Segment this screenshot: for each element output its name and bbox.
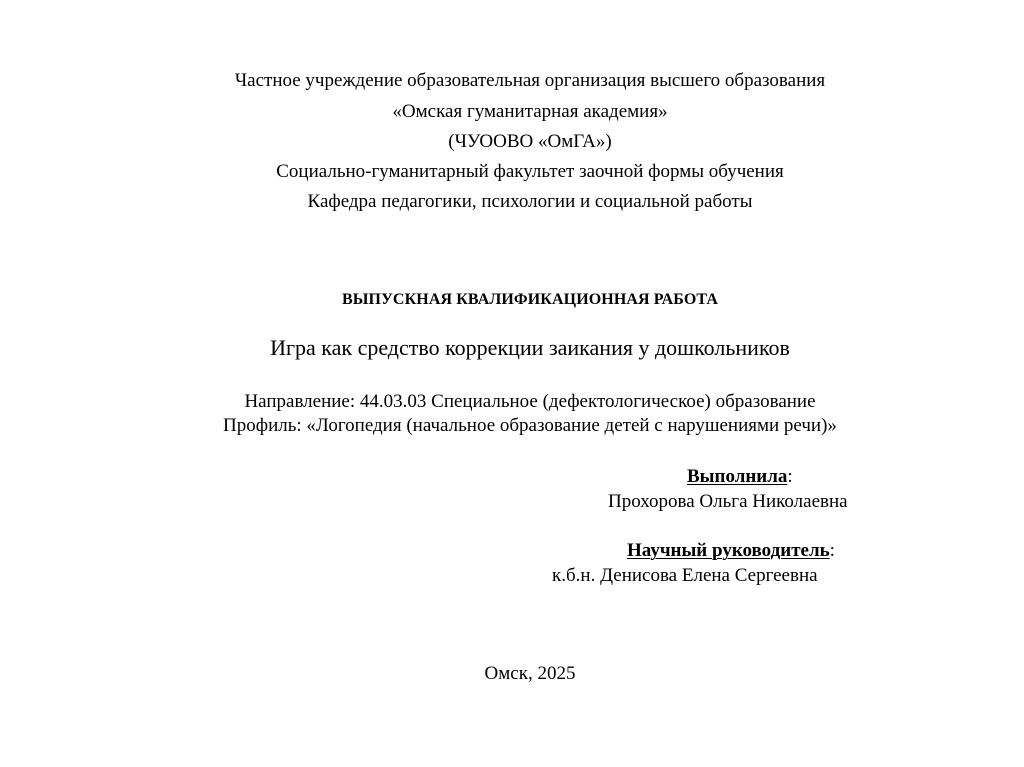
supervisor-name: к.б.н. Денисова Елена Сергеевна xyxy=(552,565,818,586)
supervisor-label-line xyxy=(627,539,835,563)
profile-line: Профиль: «Логопедия (начальное образование детей с нарушениями речи)» xyxy=(223,415,837,436)
faculty-name: Социально-гуманитарный факультет заочной формы обучения xyxy=(276,161,784,182)
academy-abbreviation: (ЧУООВО «ОмГА») xyxy=(448,131,612,152)
direction-line: Направление: 44.03.03 Специальное (дефектологическое) образование xyxy=(244,391,816,412)
work-type-heading: ВЫПУСКНАЯ КВАЛИФИКАЦИОННАЯ РАБОТА xyxy=(341,291,719,308)
supervisor-label: Научный руководитель xyxy=(627,540,830,561)
author-label: Выполнила xyxy=(687,466,788,487)
supervisor-label-colon: : xyxy=(829,540,835,561)
institution-name: Частное учреждение образовательная организация высшего образования xyxy=(234,70,826,91)
author-label-line xyxy=(687,465,793,489)
author-label-colon: : xyxy=(787,466,793,487)
city-year: Омск, 2025 xyxy=(484,663,576,684)
work-title: Игра как средство коррекции заикания у дошкольников xyxy=(270,335,790,360)
academy-name: «Омская гуманитарная академия» xyxy=(392,101,668,122)
author-name: Прохорова Ольга Николаевна xyxy=(608,491,848,512)
department-name: Кафедра педагогики, психологии и социальной работы xyxy=(307,191,753,212)
